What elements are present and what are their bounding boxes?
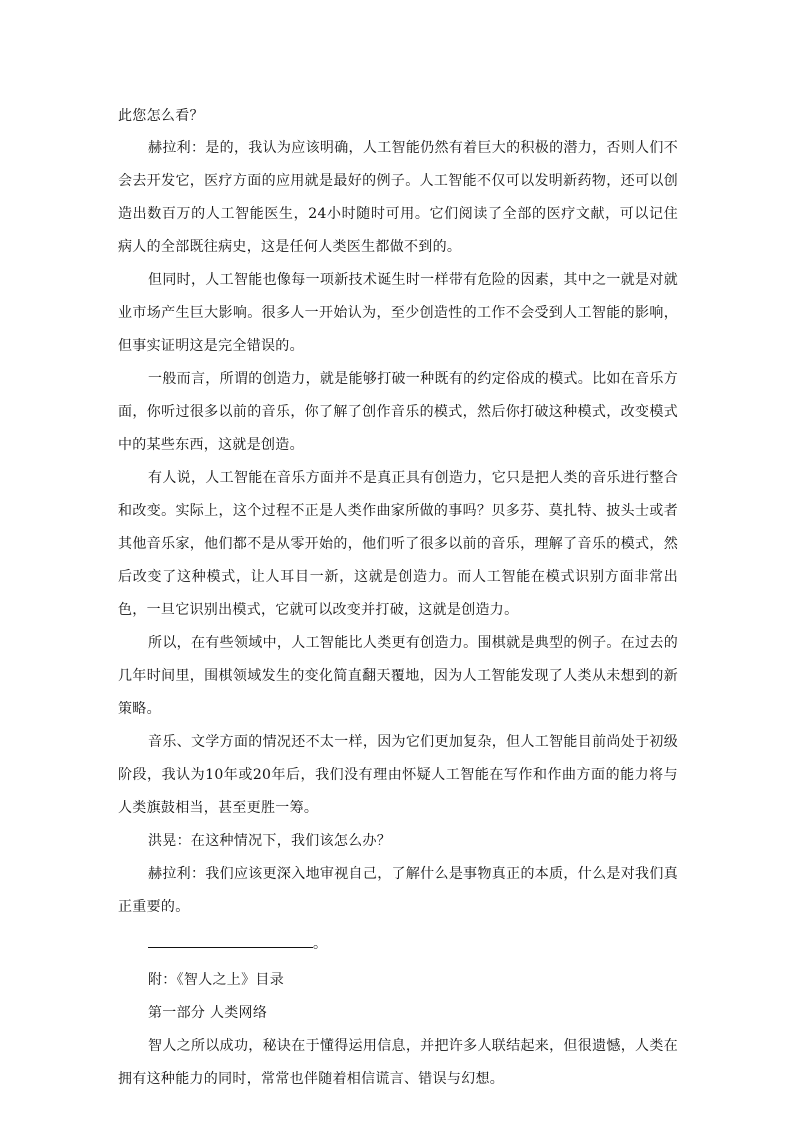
appendix-title: 附：《智人之上》目录 xyxy=(148,972,284,988)
paragraph-music: 有人说，人工智能在音乐方面并不是真正具有创造力，它只是把人类的音乐进行整合和改变。实际上，这个过程不正是人类作曲家所做的事吗？贝多芬、莫扎特、披头士或者其他音乐家，他们都不是从零开始的，他们听了很多以前的音乐，理解了音乐的模式，然后改变了这种模式，让人耳目一新，这就是创造力。而人工智能在模式识别方面非常出色，一旦它识别出模式，它就可以改变并打破，这就是创造力。 xyxy=(118,470,678,618)
continuation-line: 此您怎么看？ xyxy=(118,108,204,124)
fill-in-blank-row xyxy=(118,924,678,964)
paragraph-harari-2: 赫拉利：我们应该更深入地审视自己，了解什么是事物真正的本质，什么是对我们真正重要的。 xyxy=(118,866,678,915)
paragraph-literature: 音乐、文学方面的情况还不太一样，因为它们更加复杂，但人工智能目前尚处于初级阶段，我认为10年或20年后，我们没有理由怀疑人工智能在写作和作曲方面的能力将与人类旗鼓相当，甚至更胜一筹。 xyxy=(118,734,678,816)
blank-suffix: 。 xyxy=(313,936,327,952)
paragraph-hong-huang: 洪晃：在这种情况下，我们该怎么办？ xyxy=(148,833,392,849)
document-page xyxy=(118,100,678,1096)
paragraph-creativity: 一般而言，所谓的创造力，就是能够打破一种既有的约定俗成的模式。比如在音乐方面，你听过很多以前的音乐，你了解了创作音乐的模式，然后你打破这种模式，改变模式中的某些东西，这就是创造。 xyxy=(118,371,678,453)
fill-in-blank-line[interactable] xyxy=(148,929,313,948)
paragraph-harari-1: 赫拉利：是的，我认为应该明确，人工智能仍然有着巨大的积极的潜力，否则人们不会去开发它，医疗方面的应用就是最好的例子。人工智能不仅可以发明新药物，还可以创造出数百万的人工智能医生，24小时随时可用。它们阅读了全部的医疗文献，可以记住病人的全部既往病史，这是任何人类医生都做不到的。 xyxy=(118,140,678,255)
part-title: 第一部分 人类网络 xyxy=(148,1005,268,1021)
part-paragraph: 智人之所以成功，秘诀在于懂得运用信息，并把许多人联结起来，但很遗憾，人类在拥有这种能力的同时，常常也伴随着相信谎言、错误与幻想。 xyxy=(118,1038,678,1087)
paragraph-go: 所以，在有些领域中，人工智能比人类更有创造力。围棋就是典型的例子。在过去的几年时间里，围棋领域发生的变化简直翻天覆地，因为人工智能发现了人类从未想到的新策略。 xyxy=(118,635,678,717)
paragraph-risk: 但同时，人工智能也像每一项新技术诞生时一样带有危险的因素，其中之一就是对就业市场产生巨大影响。很多人一开始认为，至少创造性的工作不会受到人工智能的影响，但事实证明这是完全错误的。 xyxy=(118,272,678,354)
